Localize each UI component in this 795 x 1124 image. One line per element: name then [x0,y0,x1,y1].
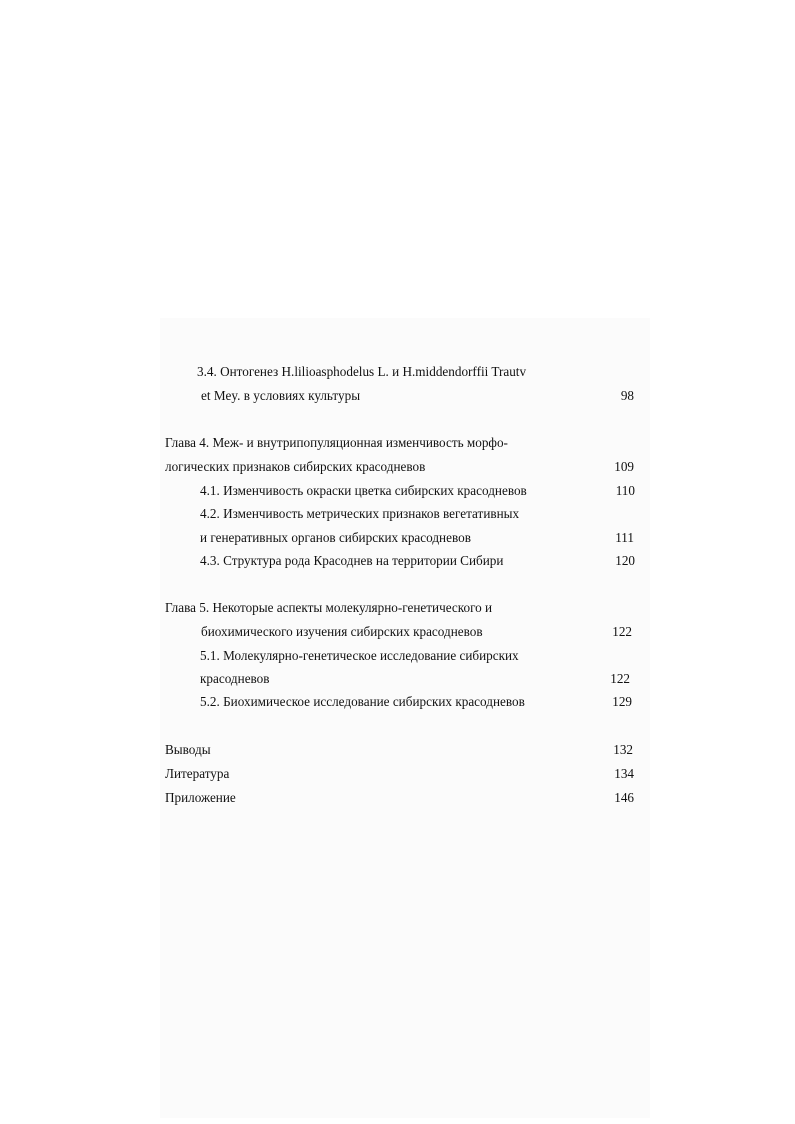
toc-entry-text: Литература [165,766,230,781]
toc-entry [0,551,795,571]
toc-entry [0,692,795,712]
toc-entry [0,433,795,453]
toc-entry-text: Выводы [165,742,211,757]
toc-entry [0,386,795,406]
toc-entry [0,481,795,501]
toc-entry [0,457,795,477]
toc-entry [0,669,795,689]
toc-entry [0,622,795,642]
toc-entry [0,646,795,666]
toc-entry-page: 134 [614,766,634,781]
toc-entry-page: 129 [612,694,632,709]
toc-entry-text: красодневов [200,671,270,686]
toc-entry-text: Глава 5. Некоторые аспекты молекулярно-генетического и [165,600,493,615]
toc-entry [0,598,795,618]
toc-entry [0,740,795,760]
toc-entry [0,788,795,808]
toc-entry-text: логических признаков сибирских красодневов [165,459,426,474]
toc-entry-text: et Mey. в условиях культуры [201,388,361,403]
toc-entry-page: 122 [610,671,630,686]
toc-entry-page: 109 [614,459,634,474]
toc-entry-text: Глава 4. Меж- и внутрипопуляционная изменчивость морфо- [165,435,508,450]
toc-entry-page: 110 [615,483,635,498]
toc-entry-text: Приложение [165,790,236,805]
toc-entry [0,764,795,784]
toc-entry-page: 122 [612,624,632,639]
toc-entry-text: 5.1. Молекулярно-генетическое исследование сибирских [200,648,519,663]
toc-entry-page: 146 [614,790,634,805]
toc-entry-text: биохимического изучения сибирских красодневов [201,624,483,639]
toc-entry-text: 4.1. Изменчивость окраски цветка сибирских красодневов [200,483,527,498]
toc-entry-text: 5.2. Биохимическое исследование сибирских красодневов [200,694,525,709]
toc-entry [0,528,795,548]
toc-entry-text: и генеративных органов сибирских красодневов [200,530,471,545]
toc-entry [0,362,795,382]
toc-entry-text: 4.2. Изменчивость метрических признаков вегетативных [200,506,520,521]
toc-entry-page: 98 [620,388,634,403]
toc-entry-page: 111 [615,530,634,545]
toc-entry-text: 3.4. Онтогенез H.lilioasphodelus L. и H.middendorffii Trautv [197,364,527,379]
toc-entry-page: 132 [613,742,633,757]
toc-entry-page: 120 [615,553,635,568]
toc-entry-text: 4.3. Структура рода Красоднев на территории Сибири [200,553,504,568]
toc-entry [0,504,795,524]
